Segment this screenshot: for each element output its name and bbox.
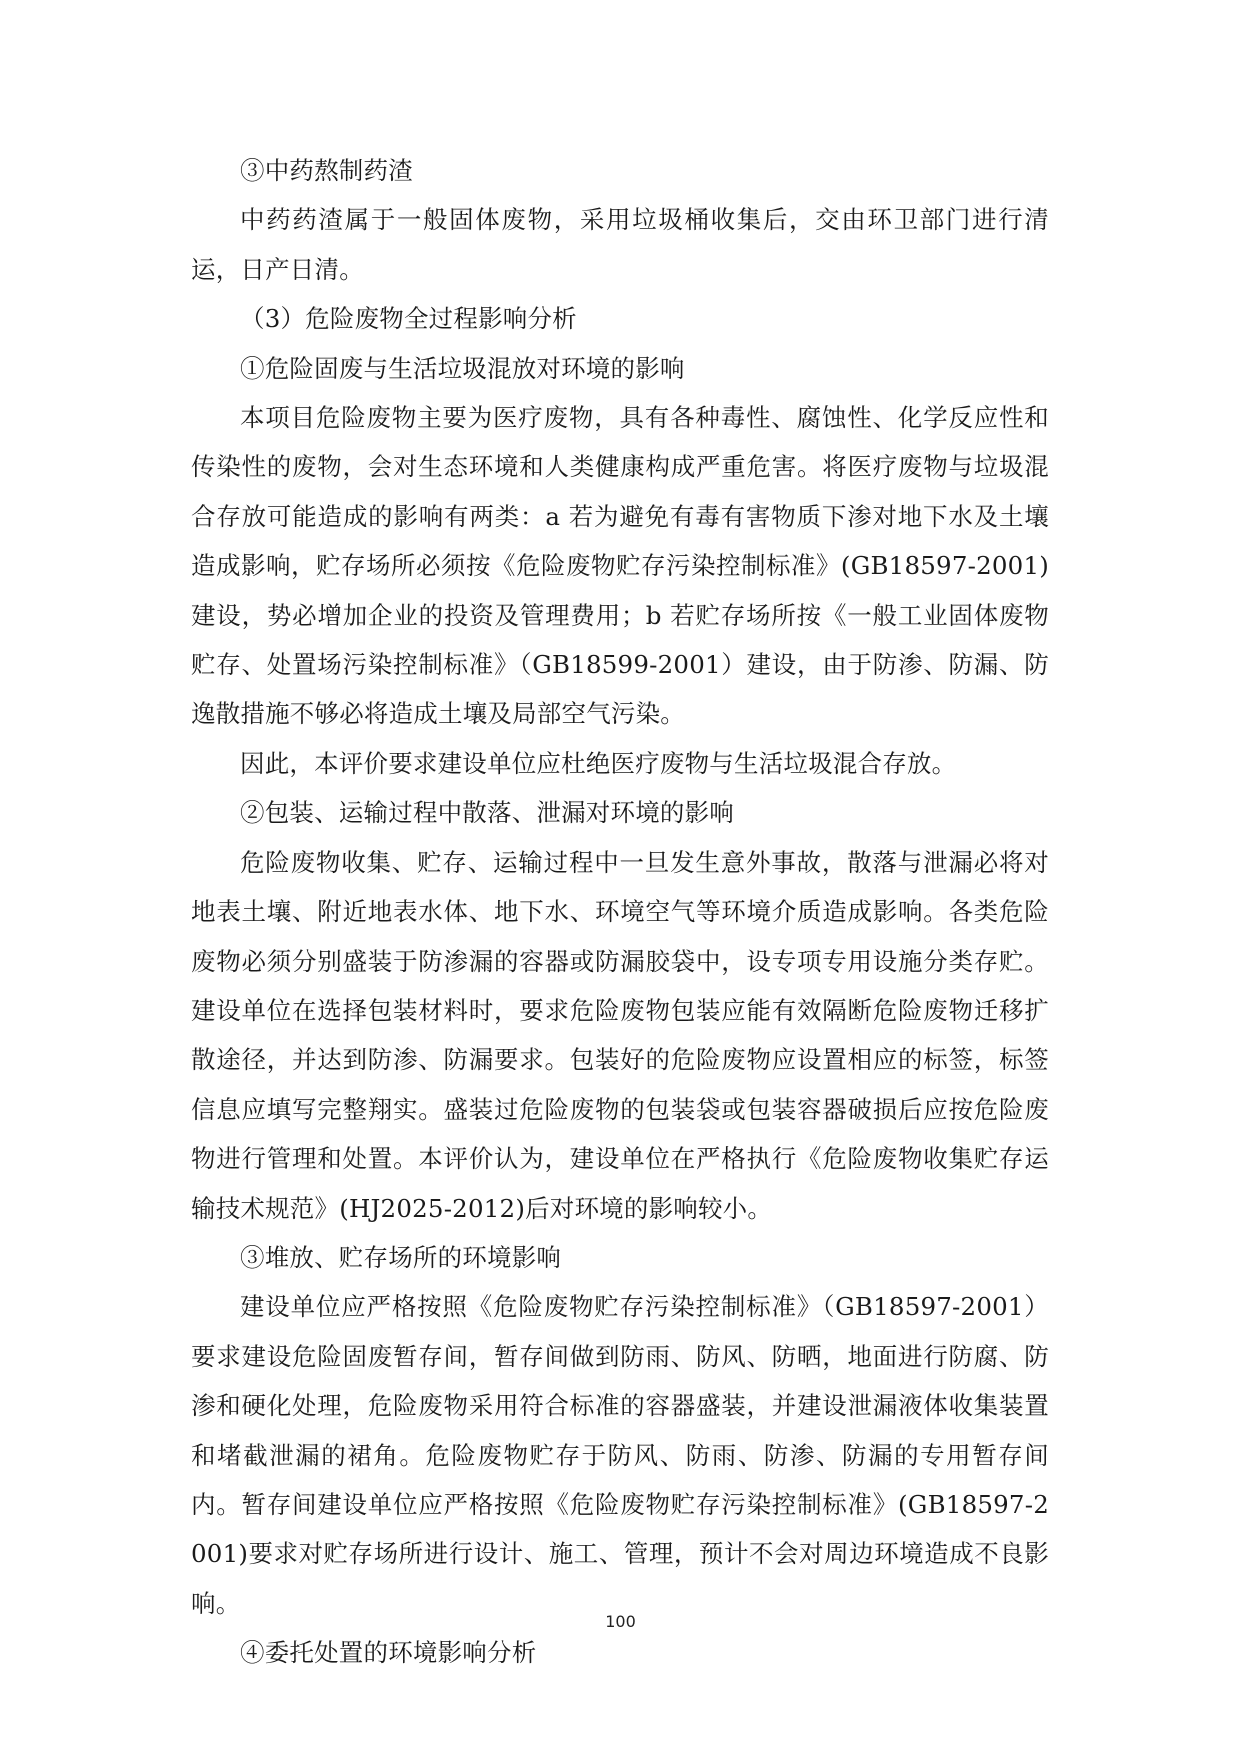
paragraph-storage-site: 建设单位应严格按照《危险废物贮存污染控制标准》（GB18597-2001）要求建设危险固废暂存间，暂存间做到防雨、防风、防晒，地面进行防腐、防渗和硬化处理，危险废物采用符合标准的容器盛装，并建设泄漏液体收集装置和堵截泄漏的裙角。危险废物贮存于防风、防雨、防渗、防漏的专用暂存间内。暂存间建设单位应严格按照《危险废物贮存污染控制标准》(GB18597-2001)要求对贮存场所进行设计、施工、管理，预计不会对周边环境造成不良影响。 [191, 1292, 1049, 1618]
page-number: 100 [605, 1612, 636, 1631]
paragraph-mixed-storage: 本项目危险废物主要为医疗废物，具有各种毒性、腐蚀性、化学反应性和传染性的废物，会对生态环境和人类健康构成严重危害。将医疗废物与垃圾混合存放可能造成的影响有两类：a 若为避免有毒有害物质下渗对地下水及土壤造成影响，贮存场所必须按《危险废物贮存污染控制标准》(GB18597-2001)建设，势必增加企业的投资及管理费用；b 若贮存场所按《一般工业固体废物贮存、处置场污染控制标准》（GB18599-2001）建设，由于防渗、防漏、防逸散措施不够必将造成土壤及局部空气污染。 [191, 403, 1049, 729]
heading-herbal-residue: ③中药熬制药渣 [240, 156, 413, 185]
heading-entrusted-disposal: ④委托处置的环境影响分析 [240, 1638, 537, 1668]
heading-mixed-storage: ①危险固废与生活垃圾混放对环境的影响 [240, 353, 685, 383]
heading-packaging-transport: ②包装、运输过程中散落、泄漏对环境的影响 [240, 798, 734, 828]
paragraph-packaging-transport: 危险废物收集、贮存、运输过程中一旦发生意外事故，散落与泄漏必将对地表土壤、附近地表水体、地下水、环境空气等环境介质造成影响。各类危险废物必须分别盛装于防渗漏的容器或防漏胶袋中，设专项专用设施分类存贮。建设单位在选择包装材料时，要求危险废物包装应能有效隔断危险废物迁移扩散途径，并达到防渗、防漏要求。包装好的危险废物应设置相应的标签，标签信息应填写完整翔实。盛装过危险废物的包装袋或包装容器破损后应按危险废物进行管理和处置。本评价认为，建设单位在严格执行《危险废物收集贮存运输技术规范》(HJ2025-2012)后对环境的影响较小。 [191, 847, 1049, 1223]
paragraph-herbal-residue: 中药药渣属于一般固体废物，采用垃圾桶收集后，交由环卫部门进行清运，日产日清。 [191, 205, 1049, 284]
heading-storage-site: ③堆放、贮存场所的环境影响 [240, 1242, 562, 1272]
paragraph-conclusion-mixed: 因此，本评价要求建设单位应杜绝医疗废物与生活垃圾混合存放。 [240, 748, 957, 778]
heading-hazardous-waste-analysis: （3）危险废物全过程影响分析 [240, 304, 577, 334]
body-text [191, 146, 1049, 1678]
